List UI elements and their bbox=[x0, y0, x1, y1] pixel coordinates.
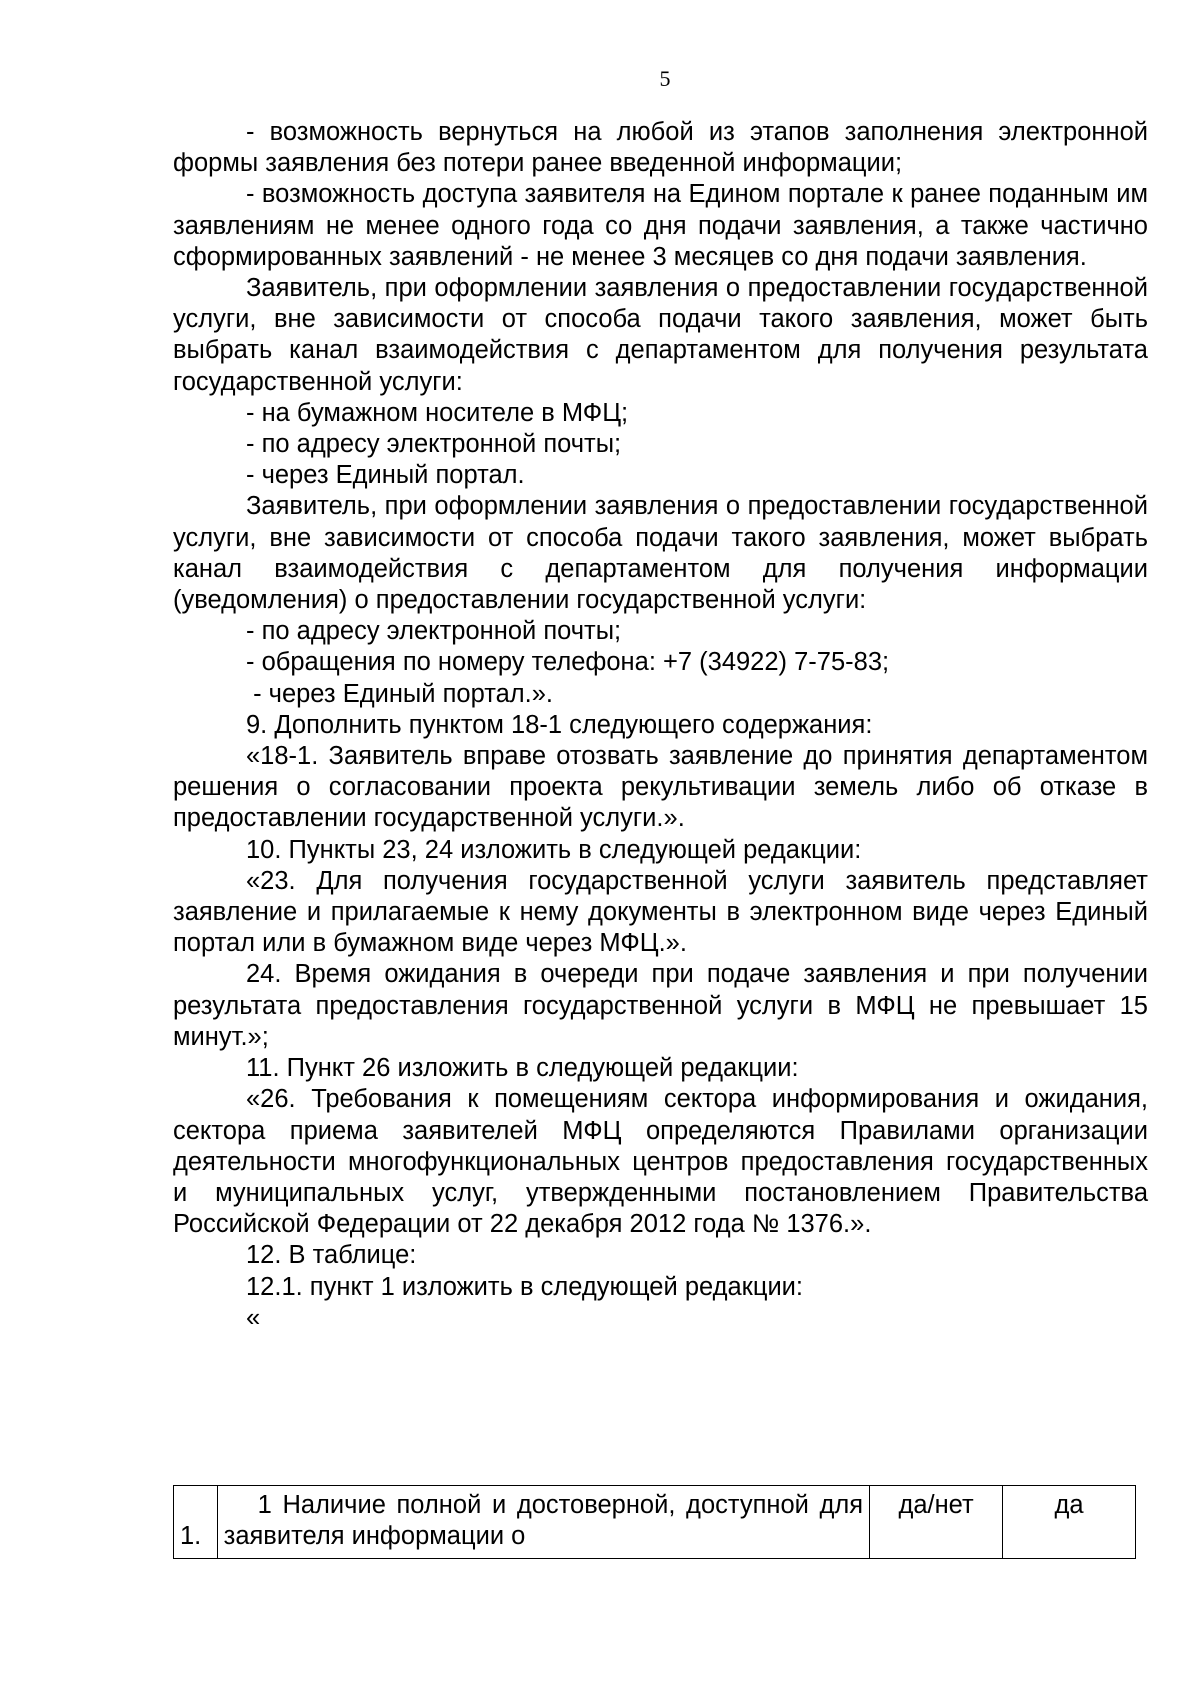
value-cell: да bbox=[1003, 1486, 1136, 1559]
row-number-cell: 1. bbox=[174, 1486, 218, 1559]
amendment-11: 11. Пункт 26 изложить в следующей редакции: bbox=[246, 1054, 799, 1083]
list-item-phone: - обращения по номеру телефона: +7 (34922) 7-75-83; bbox=[246, 648, 890, 677]
paragraph-3: Заявитель, при оформлении заявления о предоставлении государственной услуги, вне зависимости от способа подачи такого заявления, может быть выбрать канал взаимодействия с департаментом для получения результата государственной услуги: bbox=[173, 274, 1148, 396]
clause-26: «26. Требования к помещениям сектора информирования и ожидания, сектора приема заявителей МФЦ определяются Правилами организации деятельности многофункциональных центров предоставления государственных и муниципальных услуг, утвержденными постановлением Правительства Российской Федерации от 22 декабря 2012 года № 1376.». bbox=[173, 1085, 1148, 1239]
amendment-10: 10. Пункты 23, 24 изложить в следующей редакции: bbox=[246, 835, 862, 864]
paragraph-4: Заявитель, при оформлении заявления о предоставлении государственной услуги, вне зависимости от способа подачи такого заявления, может выбрать канал взаимодействия с департаментом для получения информации (уведомления) о предоставлении государственной услуги: bbox=[173, 492, 1148, 615]
list-item-portal: - через Единый портал. bbox=[246, 461, 525, 490]
page-number: 5 bbox=[659, 66, 671, 91]
list-item-email-2: - по адресу электронной почты; bbox=[246, 617, 622, 646]
paragraph-1: - возможность вернуться на любой из этапов заполнения электронной формы заявления без потери ранее введенной информации; bbox=[173, 118, 1148, 178]
list-item-paper: - на бумажном носителе в МФЦ; bbox=[246, 398, 629, 427]
unit-cell: да/нет bbox=[870, 1486, 1003, 1559]
amendment-12: 12. В таблице: bbox=[246, 1241, 417, 1270]
paragraph-2: - возможность доступа заявителя на Едином портале к ранее поданным им заявлениям не менее одного года со дня подачи заявления, а также частично сформированных заявлений - не менее 3 месяцев со дня подачи заявления. bbox=[173, 180, 1148, 271]
clause-24: 24. Время ожидания в очереди при подаче заявления и при получении результата предоставления государственной услуги в МФЦ не превышает 15 минут.»; bbox=[173, 960, 1148, 1051]
amendment-12-1: 12.1. пункт 1 изложить в следующей редакции: bbox=[246, 1272, 804, 1301]
table-row bbox=[174, 1486, 1136, 1559]
clause-18-1: «18-1. Заявитель вправе отозвать заявление до принятия департаментом решения о согласовании проекта рекультивации земель либо об отказе в предоставлении государственной услуги.». bbox=[173, 742, 1148, 833]
quote-open-mark: « bbox=[246, 1303, 261, 1332]
list-item-email: - по адресу электронной почты; bbox=[246, 430, 622, 459]
document-body bbox=[173, 117, 1148, 1334]
clause-23: «23. Для получения государственной услуги заявитель представляет заявление и прилагаемые к нему документы в электронном виде через Единый портал или в бумажном виде через МФЦ.». bbox=[173, 866, 1148, 958]
indicator-text: 1 Наличие полной и достоверной, доступной для заявителя информации о bbox=[223, 1491, 864, 1550]
indicator-text-cell bbox=[217, 1486, 869, 1559]
indicator-table bbox=[173, 1485, 1136, 1559]
amendment-9: 9. Дополнить пунктом 18-1 следующего содержания: bbox=[246, 710, 873, 739]
list-item-portal-2: - через Единый портал.». bbox=[246, 679, 553, 708]
